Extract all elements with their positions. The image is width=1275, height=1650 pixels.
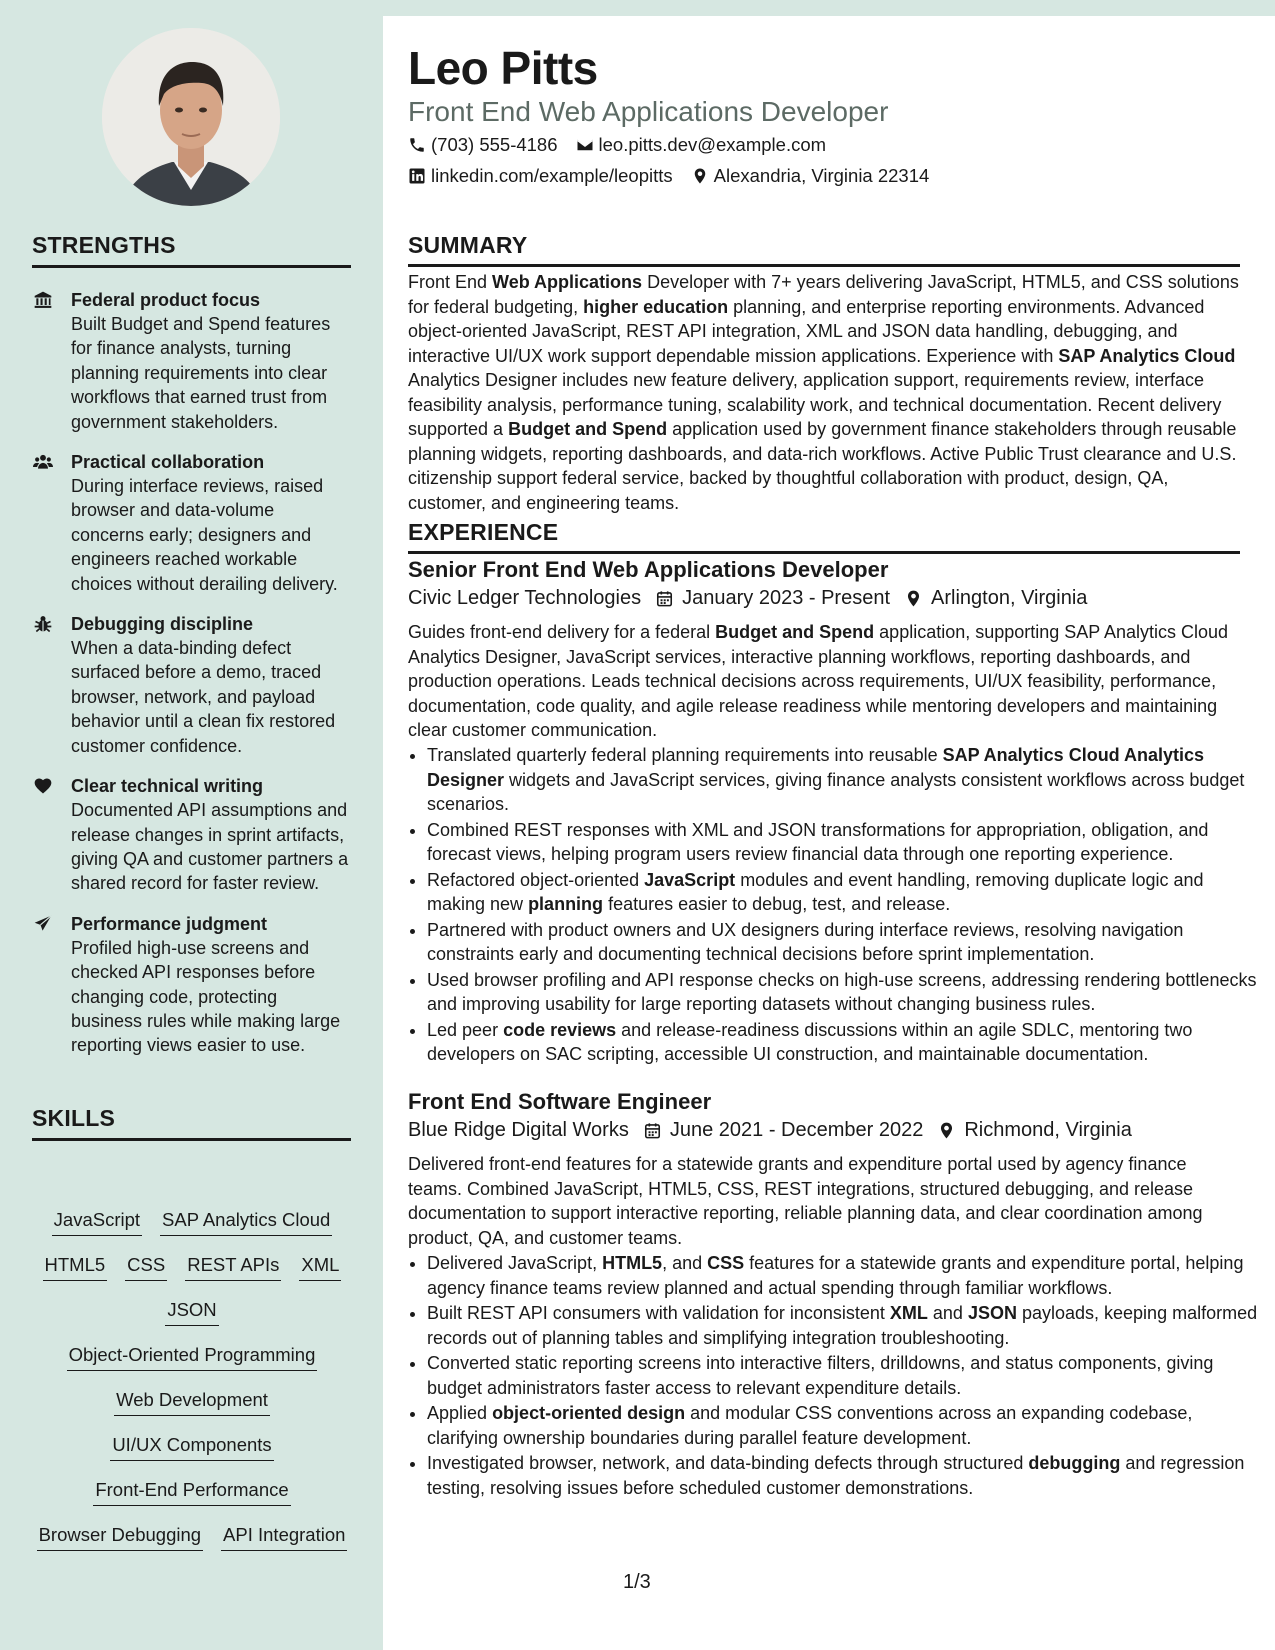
skill-row	[32, 1253, 352, 1298]
job-2-dates-item	[643, 1117, 924, 1143]
text-run: Applied	[427, 1403, 493, 1423]
text-run: Guides front-end delivery for a federal	[408, 622, 716, 642]
emphasis-text: debugging	[1028, 1453, 1121, 1473]
strength-text: During interface reviews, raised browser and data-volume concerns early; designers and engineers reached workable choices without derailing delivery.	[71, 476, 338, 594]
skill-tag: CSS	[125, 1253, 167, 1281]
strength-title: Clear technical writing	[71, 776, 264, 797]
experience-bullet	[427, 743, 1259, 817]
phone-item[interactable]	[408, 133, 558, 157]
skill-row	[32, 1388, 352, 1433]
strength-text: Built Budget and Spend features for finance analysts, turning planning requirements into clear workflows that earned trust from government stakeholders.	[71, 314, 331, 432]
emphasis-text: HTML5	[602, 1253, 663, 1273]
skill-tag: API Integration	[221, 1523, 347, 1551]
strength-title: Practical collaboration	[71, 452, 265, 473]
calendar-icon	[655, 589, 674, 608]
experience-bullet	[427, 1251, 1259, 1300]
text-run: Used browser profiling and API response checks on high-use screens, addressing rendering bottlenecks and improving usability for large reporting datasets without changing business rules.	[427, 969, 1257, 1014]
linkedin-item[interactable]	[408, 164, 673, 188]
emphasis-text: Budget and Spend	[715, 622, 875, 642]
experience-bullet	[427, 818, 1259, 867]
text-run: Built REST API consumers with validation for inconsistent	[427, 1303, 890, 1323]
paper-plane-icon	[32, 914, 54, 934]
experience-bullet	[427, 918, 1259, 967]
strength-title: Performance judgment	[71, 913, 268, 934]
text-run: modules and event handling, removing duplicate logic and making new	[427, 869, 1204, 914]
emphasis-text: Budget and Spend	[508, 419, 668, 439]
text-run: Delivered front-end features for a statewide grants and expenditure portal used by agency finance teams. Combined JavaScript, HTML5, CSS, REST integrations, structured debugging, and release documentation to support interactive reporting, reliable planning data, and clear coordination among product, QA, and customer teams.	[408, 1154, 1203, 1248]
profile-photo	[102, 28, 280, 206]
summary-text	[408, 270, 1240, 515]
text-run: Analytics Designer includes new feature delivery, application support, requirements review, interface feasibility analysis, performance tuning, scalability work, and technical documentation. Recent delivery supported a	[408, 370, 1222, 439]
phone-icon	[408, 136, 426, 154]
text-run: Investigated browser, network, and data-binding defects through structured	[427, 1453, 1029, 1473]
phone-text: (703) 555-4186	[431, 134, 558, 155]
text-run: widgets and JavaScript services, giving finance analysts consistent workflows across budget scenarios.	[427, 769, 1245, 814]
emphasis-text: SAP Analytics Cloud	[1058, 345, 1236, 366]
candidate-role: Front End Web Applications Developer	[408, 96, 889, 127]
text-run: Translated quarterly federal planning requirements into reusable	[427, 745, 943, 765]
text-run: Delivered JavaScript,	[427, 1253, 603, 1273]
location-text: Alexandria, Virginia 22314	[713, 165, 930, 186]
skill-tag: UI/UX Components	[110, 1433, 273, 1461]
skill-row	[32, 1298, 352, 1343]
heart-icon	[32, 776, 54, 796]
email-text: leo.pitts.dev@example.com	[598, 134, 827, 155]
strength-item	[32, 288, 352, 434]
email-item[interactable]	[576, 133, 827, 157]
text-run: Front End	[408, 272, 493, 292]
map-pin-icon	[937, 1121, 956, 1140]
job-2-location-item	[937, 1117, 1132, 1143]
skills-list	[32, 1208, 352, 1568]
skill-tag: SAP Analytics Cloud	[160, 1208, 332, 1236]
summary-heading: SUMMARY	[408, 232, 1240, 267]
text-run: Led peer	[427, 1019, 504, 1040]
skills-heading: SKILLS	[32, 1105, 351, 1141]
linkedin-text: linkedin.com/example/leopitts	[431, 165, 673, 186]
skill-tag: XML	[299, 1253, 341, 1281]
job-1-location: Arlington, Virginia	[931, 587, 1088, 609]
text-run: and release-readiness discussions within an agile SDLC, mentoring two developers on SAC scripting, accessible UI construction, and maintainable documentation.	[427, 1019, 1193, 1064]
map-pin-icon	[691, 167, 709, 185]
skill-tag: Web Development	[114, 1388, 270, 1416]
job-1-dates: January 2023 - Present	[682, 587, 891, 609]
users-icon	[32, 452, 54, 472]
strengths-list	[32, 288, 352, 1074]
text-run: and	[927, 1303, 968, 1323]
contact-row-2	[408, 164, 929, 188]
strength-item	[32, 774, 352, 896]
emphasis-text: XML	[889, 1303, 928, 1323]
skill-tag: HTML5	[43, 1253, 108, 1281]
text-run: Developer with 7+ years delivering JavaScript, HTML5, and CSS solutions for federal budgeting,	[408, 272, 1239, 317]
contact-row-1	[408, 133, 826, 157]
portrait-image	[102, 28, 280, 206]
job-1-company: Civic Ledger Technologies	[408, 587, 642, 609]
text-run: Combined REST responses with XML and JSON transformations for appropriation, obligation, and forecast views, helping program users review financial data through one reporting experience.	[427, 819, 1209, 864]
job-1-location-item	[904, 585, 1087, 611]
job-2-intro	[408, 1152, 1240, 1250]
text-run: Partnered with product owners and UX designers during interface reviews, resolving navigation constraints early and documenting technical decisions before sprint implementation.	[427, 919, 1184, 964]
job-1-intro	[408, 620, 1240, 743]
skill-tag: JSON	[165, 1298, 218, 1326]
job-1-title: Senior Front End Web Applications Developer	[408, 557, 889, 582]
bug-icon	[32, 614, 54, 634]
candidate-name: Leo Pitts	[408, 42, 598, 94]
experience-bullet	[427, 1351, 1259, 1400]
text-run: Converted static reporting screens into interactive filters, drilldowns, and status components, giving budget administrators faster access to relevant expenditure details.	[427, 1353, 1214, 1398]
job-1-meta	[408, 585, 1101, 611]
skill-row	[32, 1343, 352, 1388]
page-number: 1/3	[623, 1571, 651, 1593]
strength-title: Debugging discipline	[71, 614, 254, 635]
text-run: application used by government finance stakeholders through reusable planning widgets, reporting dashboards, and data-rich workflows. Active Public Trust clearance and U.S. citizenship support federal service, backed by thoughtful collaboration with product, design, QA, customer, and engineering teams.	[408, 419, 1237, 513]
experience-bullet	[427, 1451, 1259, 1500]
emphasis-text: code reviews	[503, 1019, 617, 1040]
text-run: Refactored object-oriented	[427, 869, 645, 890]
text-run: and modular CSS conventions across an expanding codebase, clarifying ownership boundaries during parallel feature development.	[427, 1403, 1193, 1448]
skill-row	[32, 1523, 352, 1568]
bank-icon	[32, 290, 54, 310]
experience-bullet	[427, 868, 1259, 917]
calendar-icon	[643, 1121, 662, 1140]
skill-tag: Front-End Performance	[93, 1478, 290, 1506]
strength-title: Federal product focus	[71, 290, 261, 310]
text-run: application, supporting SAP Analytics Cloud Analytics Designer, JavaScript services, interactive planning workflows, reporting dashboards, and production operations. Leads technical decisions across requirements, UI/UX feasibility, performance, documentation, code quality, and agile release readiness while mentoring developers and maintaining clear customer communication.	[408, 622, 1229, 740]
job-1-dates-item	[655, 585, 890, 611]
skill-tag: Object-Oriented Programming	[67, 1343, 318, 1371]
skill-row	[32, 1478, 352, 1523]
text-run: payloads, keeping malformed records out of planning tables and simplifying integration troubleshooting.	[427, 1303, 1258, 1348]
emphasis-text: planning	[528, 894, 604, 914]
experience-bullet	[427, 1301, 1259, 1350]
job-2-location: Richmond, Virginia	[964, 1119, 1132, 1141]
job-2-meta	[408, 1117, 1146, 1143]
emphasis-text: SAP Analytics Cloud Analytics Designer	[427, 745, 1205, 790]
strength-text: When a data-binding defect surfaced before a demo, traced browser, network, and payload behavior until a clean fix restored customer confidence.	[71, 638, 336, 756]
skill-row	[32, 1208, 352, 1253]
skill-tag: REST APIs	[185, 1253, 281, 1281]
strength-text: Profiled high-use screens and checked API responses before changing code, protecting business rules while making large reporting views easier to use.	[71, 937, 341, 1056]
text-run: features easier to debug, test, and release.	[603, 894, 951, 914]
experience-bullet	[427, 968, 1259, 1017]
skill-row	[32, 1433, 352, 1478]
job-2-title: Front End Software Engineer	[408, 1089, 712, 1114]
text-run: planning, and enterprise reporting environments. Advanced object-oriented JavaScript, REST API integration, XML and JSON data handling, debugging, and interactive UI/UX work support dependable mission applications. Experience with	[408, 296, 1205, 366]
linkedin-icon	[408, 167, 426, 185]
envelope-icon	[576, 136, 594, 154]
text-run: features for a statewide grants and expenditure portal, helping agency finance teams review planned and actual spending through familiar workflows.	[427, 1253, 1244, 1298]
location-item	[691, 164, 930, 188]
job-2-dates: June 2021 - December 2022	[669, 1119, 924, 1141]
emphasis-text: higher education	[583, 296, 729, 317]
job-2-company: Blue Ridge Digital Works	[408, 1119, 629, 1141]
experience-heading: EXPERIENCE	[408, 519, 1240, 554]
map-pin-icon	[904, 589, 923, 608]
text-run: and regression testing, resolving issues before scheduled customer demonstrations.	[427, 1453, 1245, 1498]
strength-item	[32, 612, 352, 758]
emphasis-text: JSON	[967, 1303, 1017, 1323]
emphasis-text: CSS	[707, 1253, 745, 1273]
emphasis-text: object-oriented design	[492, 1403, 686, 1423]
text-run: , and	[662, 1253, 708, 1273]
strengths-heading: STRENGTHS	[32, 232, 351, 268]
skill-tag: Browser Debugging	[37, 1523, 203, 1551]
strength-item	[32, 912, 352, 1058]
strength-text: Documented API assumptions and release changes in sprint artifacts, giving QA and customer partners a shared record for faster review.	[71, 800, 349, 894]
strength-item	[32, 450, 352, 596]
emphasis-text: Web Applications	[492, 272, 643, 292]
experience-bullet	[427, 1401, 1259, 1450]
experience-bullet	[427, 1018, 1259, 1067]
skill-tag: JavaScript	[52, 1208, 142, 1236]
job-2-bullets	[408, 1251, 1259, 1501]
emphasis-text: JavaScript	[644, 869, 736, 890]
job-1-bullets	[408, 743, 1259, 1068]
